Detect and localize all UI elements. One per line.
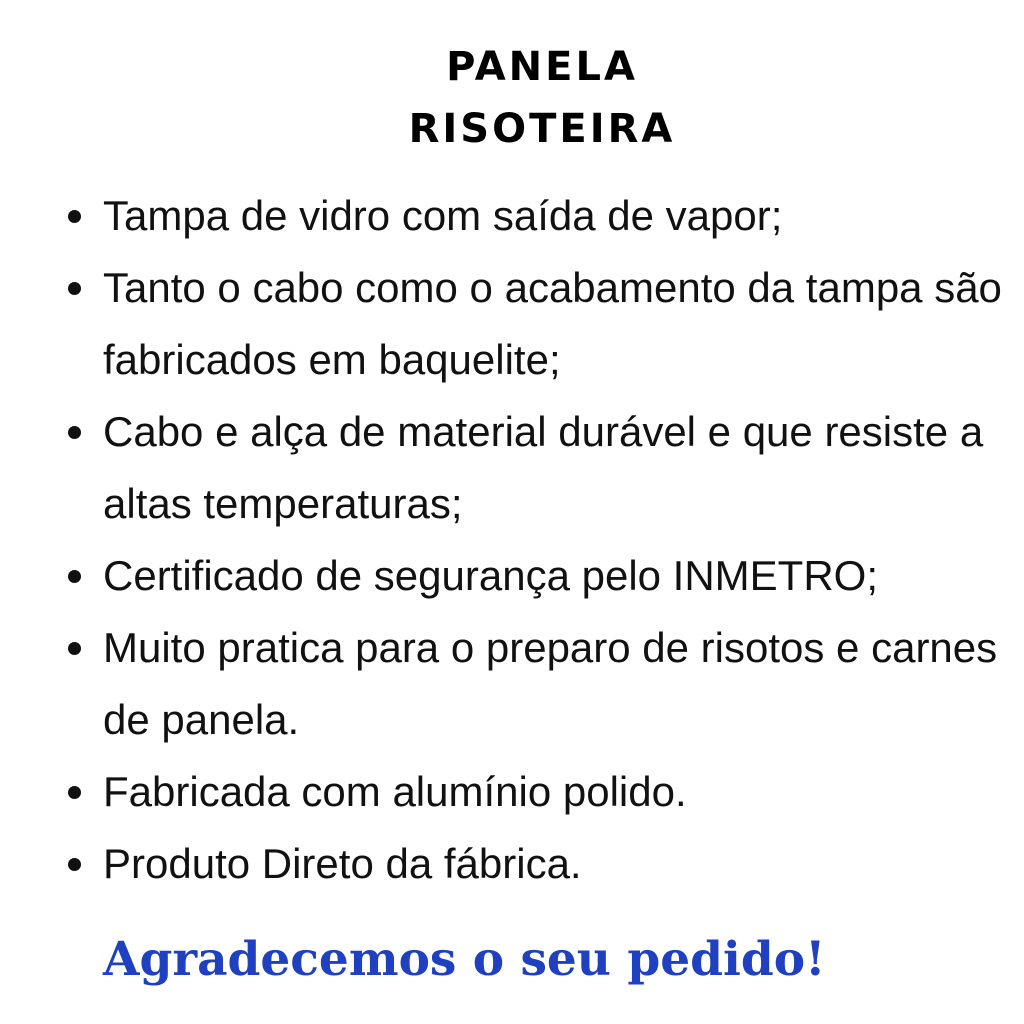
feature-text: Tanto o cabo como o acabamento da tampa são fabricados em baquelite; [103,264,1002,383]
bullet-icon [68,282,81,295]
feature-text: Fabricada com alumínio polido. [103,768,687,815]
feature-list [60,180,1010,900]
feature-item [60,252,1010,396]
feature-item [60,612,1010,756]
thank-you-message: Agradecemos o seu pedido! [103,932,826,987]
feature-text: Certificado de segurança pelo INMETRO; [103,552,879,599]
bullet-icon [68,642,81,655]
feature-item [60,756,1010,828]
feature-item [60,180,1010,252]
feature-item [60,540,1010,612]
title-line-1: PANELA [446,44,638,90]
feature-item [60,828,1010,900]
bullet-icon [68,426,81,439]
feature-text: Cabo e alça de material durável e que resiste a altas temperaturas; [103,408,984,527]
bullet-icon [68,786,81,799]
title-line-2: RISOTEIRA [408,106,676,152]
feature-text: Produto Direto da fábrica. [103,840,582,887]
bullet-icon [68,210,81,223]
feature-text: Tampa de vidro com saída de vapor; [103,192,783,239]
feature-item [60,396,1010,540]
bullet-icon [68,570,81,583]
bullet-icon [68,858,81,871]
feature-text: Muito pratica para o preparo de risotos e carnes de panela. [103,624,998,743]
